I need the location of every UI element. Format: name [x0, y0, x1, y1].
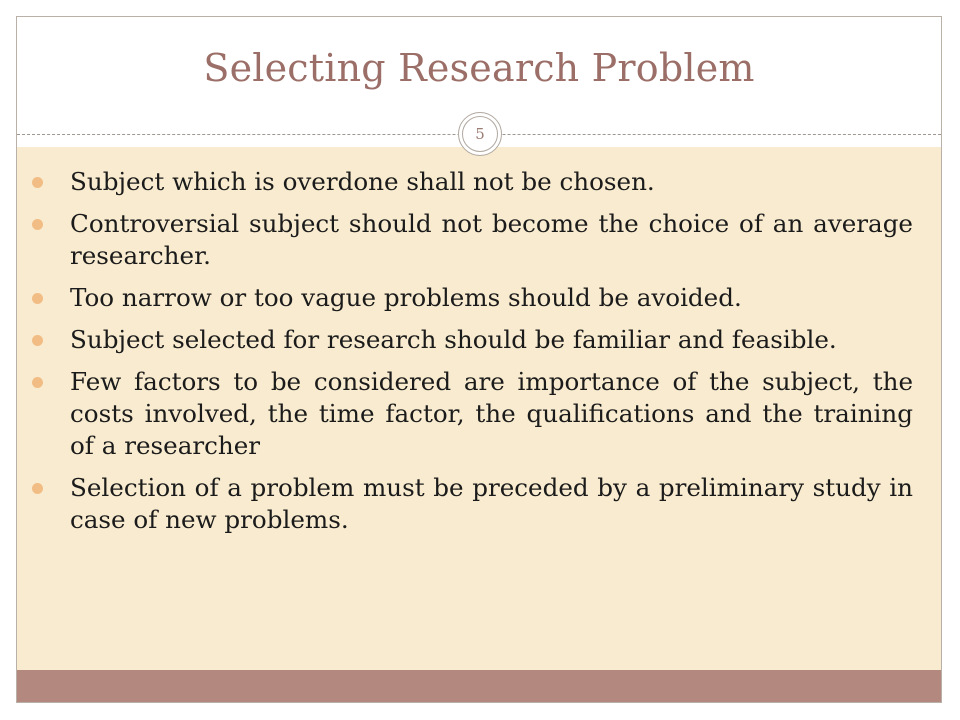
bullet-text: Controversial subject should not become the choice of an average researcher. [70, 209, 913, 270]
bullet-list [70, 166, 913, 546]
bullet-item [70, 472, 913, 536]
footer-band [17, 670, 941, 702]
bullet-icon [32, 219, 43, 230]
bullet-icon [32, 293, 43, 304]
slide-number-badge [458, 112, 502, 156]
bullet-text: Selection of a problem must be preceded by a preliminary study in case of new problems. [70, 473, 913, 534]
bullet-icon [32, 377, 43, 388]
bullet-text: Subject selected for research should be familiar and feasible. [70, 325, 837, 354]
slide-title: Selecting Research Problem [203, 46, 755, 90]
bullet-icon [32, 177, 43, 188]
bullet-text: Too narrow or too vague problems should be avoided. [70, 283, 742, 312]
bullet-item [70, 208, 913, 272]
bullet-item [70, 324, 913, 356]
bullet-text: Few factors to be considered are importance of the subject, the costs involved, the time factor, the qualifications and the training of a researcher [70, 367, 913, 460]
bullet-icon [32, 335, 43, 346]
bullet-icon [32, 483, 43, 494]
bullet-text: Subject which is overdone shall not be chosen. [70, 167, 655, 196]
bullet-item [70, 166, 913, 198]
bullet-item [70, 366, 913, 462]
bullet-item [70, 282, 913, 314]
slide-number: 5 [462, 116, 498, 152]
